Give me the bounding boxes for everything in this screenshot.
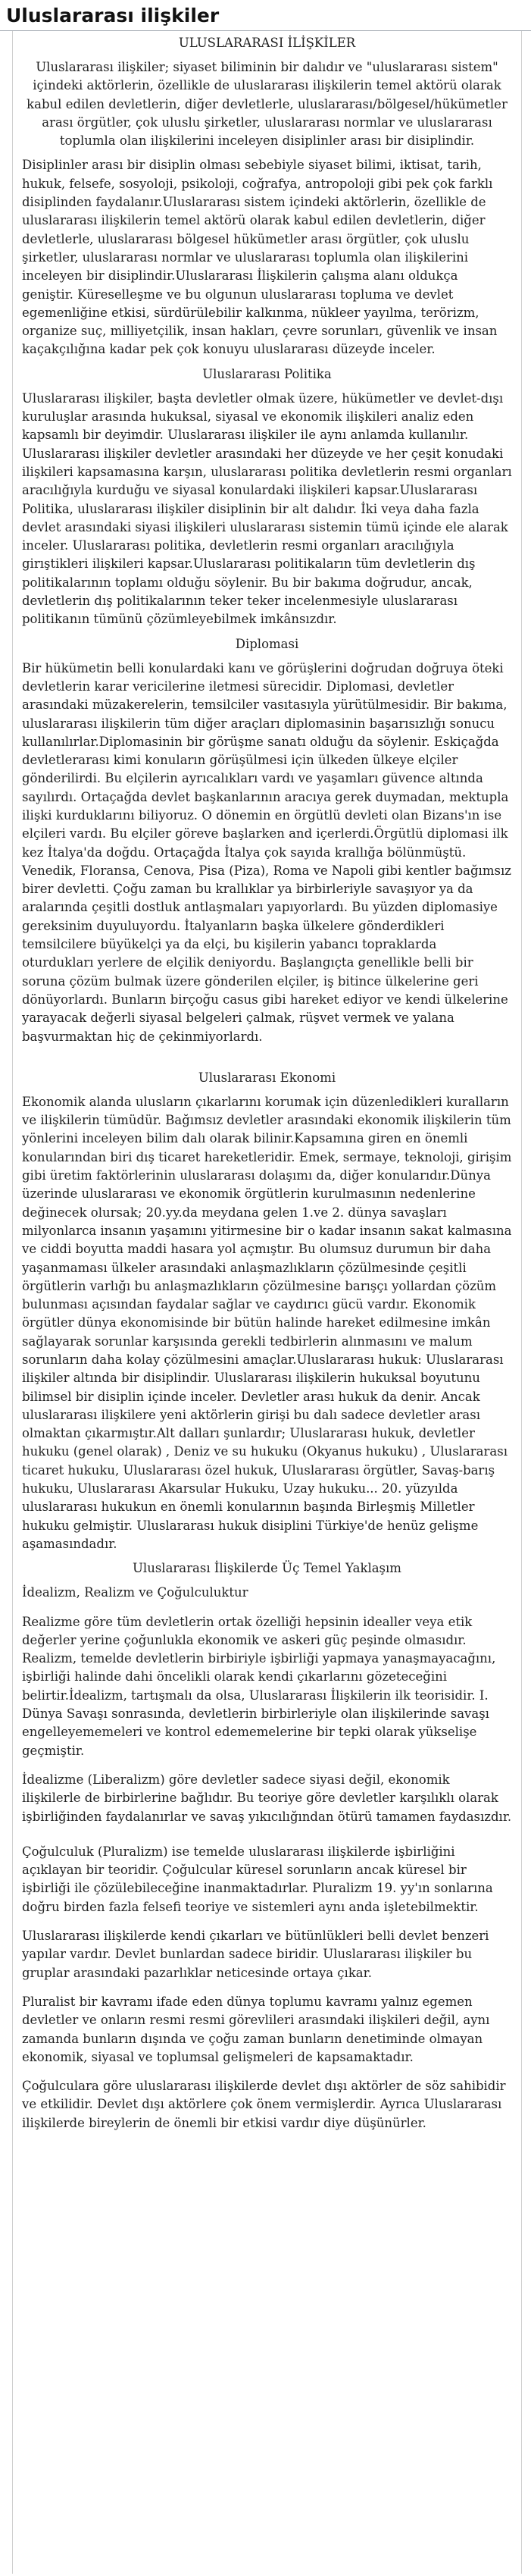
cogulculuk-paragraph: Çoğulculuk (Pluralizm) ise temelde uluslararası ilişkilerde işbirliğini açıklayan bir teoridir. Çoğulcular küresel sorunların ancak küresel bir işbirliği ile çözülebileceğine inanmaktadırlar. Pluralizm 19. yy'ın sonlarına doğru birden fazla felsefi teoriye ve sistemleri aynı anda işletebilmektir. [22,1844,493,1914]
section-intro [22,31,512,359]
aktorler-paragraph: Çoğulculara göre uluslararası ilişkilerde devlet dışı aktörler de söz sahibidir ve etkilidir. Devlet dışı aktörlere çok önem vermişlerdir. Ayrıca Uluslararası ilişkilerde bireylerin de önemli bir etkisi vardır diye düşünürler. [22,2079,506,2130]
page-title: Uluslararası ilişkiler [0,0,531,31]
section-yaklasim [22,1559,512,2133]
yaklasim-subheading: İdealizm, Realizm ve Çoğulculuktur [22,1585,248,1600]
cogulculuk-groups-paragraph: Uluslararası ilişkilerde kendi çıkarları ve bütünlükleri belli devlet benzeri yapılar vardır. Devlet bunlardan sadece biridir. Uluslararası ilişkiler bu gruplar arasındaki pazarlıklar neticesinde ortaya çıkar. [22,1929,489,1980]
idealizm-paragraph: İdealizme (Liberalizm) göre devletler sadece siyasi değil, ekonomik ilişkilerle de birbirlerine bağlıdır. Bu teoriye göre devletler karşılıklı olarak işbirliğinden faydalanırlar ve savaş yıkıcılığından ötürü tamamen faydasızdır. [22,1772,512,1824]
section-diplomasi [22,635,512,1046]
intro-body-paragraph: Disiplinler arası bir disiplin olması sebebiyle siyaset bilimi, iktisat, tarih, hukuk, felsefe, sosyoloji, psikoloji, coğrafya, antropoloji gibi pek çok farklı disiplinden faydalanır.Uluslararası sistem içindeki aktörlerin, özellikle de uluslararası ilişkilerin temel aktörü olarak kabul edilen devletlerin, diğer devletlerle, uluslararası bölgesel hükümetler arası örgütler, çok uluslu şirketler, uluslararası normlar ve uluslararası toplumla olan ilişkilerini inceleyen bir disiplindir.Uluslararası İlişkilerin çalışma alanı oldukça geniştir. Küreselleşme ve bu olgunun uluslararası topluma ve devlet egemenliğine etkisi, sürdürülebilir kalkınma, nükleer yayılma, terörizm, organize suç, milliyetçilik, insan hakları, çevre sorunları, güvenlik ve insan kaçakçılığına kadar pek çok konuyu uluslararası düzeyde inceler. [22,158,498,357]
diplomasi-paragraph: Bir hükümetin belli konulardaki kanı ve görüşlerini doğrudan doğruya öteki devletlerin karar vericilerine iletmesi sürecidir. Diplomasi, devletler arasındaki müzakerelerin, temsilciler vasıtasıyla yürütülmesidir. Bir bakıma, uluslararası ilişkilerin tüm diğer araçları diplomasinin başarısızlığı sonucu kullanılırlar.Diplomasinin bir görüşme sanatı olduğu da söylenir. Eskiçağda devletlerarası kimi konuların görüşülmesi için ülkeden ülkeye elçiler gönderilirdi. Bu elçilerin ayrıcalıkları vardı ve yaşamları güvence altında sayılırdı. Ortaçağda devlet başkanlarının aracıya gerek duymadan, mektupla ilişki kurduklarını biliyoruz. O dönemin en örgütlü devleti olan Bizans'ın ise elçileri vardı. Bu elçiler göreve başlarken and içerlerdi.Örgütlü diplomasi ilk kez İtalya'da doğdu. Ortaçağda İtalya çok sayıda krallığa bölünmüştü. Venedik, Floransa, Cenova, Pisa (Piza), Roma ve Napoli gibi kentler bağımsız birer devletti. Çoğu zaman bu krallıklar ya birbirleriyle savaşıyor ya da aralarında çeşitli dostluk antlaşmaları yapıyorlardı. Bu yüzden diplomasiye gereksinim duyuluyordu. İtalyanların başka ülkelere gönderdikleri temsilcilere büyükelçi ya da elçi, bu kişilerin yabancı topraklarda oturdukları yerlere de elçilik deniyordu. Başlangıçta genellikle belli bir soruna çözüm bulmak üzere gönderilen elçiler, iş bitince ülkelerine geri dönüyorlardı. Bunların birçoğu casus gibi hareket ediyor ve kendi ülkelerine yarayacak değerli siyasal belgeleri çalmak, rüşvet vermek ve yalana başvurmaktan hiç de çekinmiyorlardı. [22,660,511,1044]
section-ekonomi [22,1069,512,1553]
section-heading-diplomasi: Diplomasi [235,636,299,651]
intro-lead-paragraph: Uluslararası ilişkiler; siyaset biliminin bir dalıdır ve "uluslararası sistem" içindeki aktörlerin, özellikle de uluslararası ilişkilerin temel aktörü olarak kabul edilen devletlerin, diğer devletlerle, uluslararası/bölgesel/hükümetler arası örgütler, çok uluslu şirketler, uluslararası normlar ve uluslararası toplumla olan ilişkilerini inceleyen disiplinler arası bir disiplindir. [27,60,508,149]
section-heading-politika: Uluslararası Politika [202,366,332,381]
section-heading-yaklasim: Uluslararası İlişkilerde Üç Temel Yaklaşım [133,1561,401,1576]
ekonomi-paragraph: Ekonomik alanda ulusların çıkarlarını korumak için düzenledikleri kuralların ve ilişkilerin tümüdür. Bağımsız devletler arasındaki ekonomik ilişkilerin tüm yönlerini inceleyen bilim dalı olarak bilinir.Kapsamına giren en önemli konularından biri dış ticaret hareketleridir. Emek, sermaye, teknoloji, girişim gibi üretim faktörlerinin uluslararası dolaşımı da, diğer konularıdır.Dünya üzerinde uluslararası ve ekonomik örgütlerin kurulmasının nedenlerine değinecek olursak; 20.yy.da meydana gelen 1.ve 2. dünya savaşları milyonlarca insanın yaşamını yitirmesine bir o kadar insanın sakat kalmasına ve ciddi boyutta maddi hasara yol açmıştır. Bu olumsuz durumun bir daha yaşanmaması ülkeler arasındaki anlaşmazlıkların çözülmesinde çeşitli örgütlerin varlığı bu anlaşmazlıkların çözülmesine barışçı yollardan çözüm bulunması açısından faydalar sağlar ve caydırıcı gücü vardır. Ekonomik örgütler dünya ekonomisinde bir bütün halinde hareket edilmesine imkân sağlayarak sorunlar karşısında gerekli tedbirlerin alınmasını ve malum sorunların daha kolay çözülmesini amaçlar.Uluslararası hukuk: Uluslararası ilişkiler altında bir disiplindir. Uluslararası ilişkilerin hukuksal boyutunu bilimsel bir disiplin içinde inceler. Devletler arası hukuk da denir. Ancak uluslararası ilişkilere yeni aktörlerin girişi bu dalı sadece devletler arası olmaktan çıkarmıştır.Alt dalları şunlardır; Uluslararası hukuk, devletler hukuku (genel olarak) , Deniz ve su hukuku (Okyanus hukuku) , Uluslararası ticaret hukuku, Uluslararası özel hukuk, Uluslararası örgütler, Savaş-barış hukuku, Uluslararası Akarsular Hukuku, Uzay hukuku... 20. yüzyılda uluslararası hukukun en önemli konularının başında Birleşmiş Milletler hukuku gelmiştir. Uluslararası hukuk disiplini Türkiye'de henüz gelişme aşamasındadır. [22,1094,512,1551]
section-heading-intro: ULUSLARARASI İLİŞKİLER [178,36,356,50]
realizm-paragraph: Realizme göre tüm devletlerin ortak özelliği hepsinin idealler veya etik değerler yerine çoğunlukla ekonomik ve askeri güç peşinde olmasıdır. Realizm, temelde devletlerin birbiriyle işbirliği yapmaya yanaşmayacağını, işbirliği halinde dahi öncelikli olarak kendi çıkarlarını gözeteceğini belirtir.İdealizm, tartışmalı da olsa, Uluslararası İlişkilerin ilk teorisidir. I. Dünya Savaşı sonrasında, devletlerin birbirleriyle olan ilişkilerinde savaşı engelleyememeleri ve kontrol edememelerine bir tepki olarak yükselişe geçmiştir. [22,1614,496,1758]
politika-paragraph: Uluslararası ilişkiler, başta devletler olmak üzere, hükümetler ve devlet-dışı kuruluşlar arasında hukuksal, siyasal ve ekonomik ilişkileri analiz eden kapsamlı bir deyimdir. Uluslararası ilişkiler ile aynı anlamda kullanılır. Uluslararası ilişkiler devletler arasındaki her düzeyde ve her çeşit konudaki ilişkileri kapsamasına karşın, uluslararası politika devletlerin resmi organları aracılığıyla kurduğu ve siyasal konulardaki ilişkileri kapsar.Uluslararası Politika, uluslararası ilişkiler disiplinin bir alt dalıdır. İki veya daha fazla devlet arasındaki siyasi ilişkileri uluslararası sistemin tümü içinde ele alarak inceler. Uluslararası politika, devletlerin resmi organları aracılığıyla girıştikleri ilişkileri kapsar.Uluslararası politikaların tüm devletlerin dış politikalarının toplamı olduğu söylenir. Bu bir bakıma doğrudur, ancak, devletlerin dış politikalarının teker teker incelenmesiyle uluslararası politikanın tümünü çözümleyebilmek imkânsızdır. [22,390,512,627]
section-heading-ekonomi: Uluslararası Ekonomi [198,1070,336,1085]
pluralist-paragraph: Pluralist bir kavramı ifade eden dünya toplumu kavramı yalnız egemen devletler ve onların resmi resmi görevlileri arasındaki ilişkileri değil, aynı zamanda bunların dışında ve çoğu zaman bunların denetiminde olmayan ekonomik, siyasal ve toplumsal gelişmeleri de kapsamaktadır. [22,1994,490,2064]
section-politika [22,365,512,629]
article-content [12,31,522,2574]
